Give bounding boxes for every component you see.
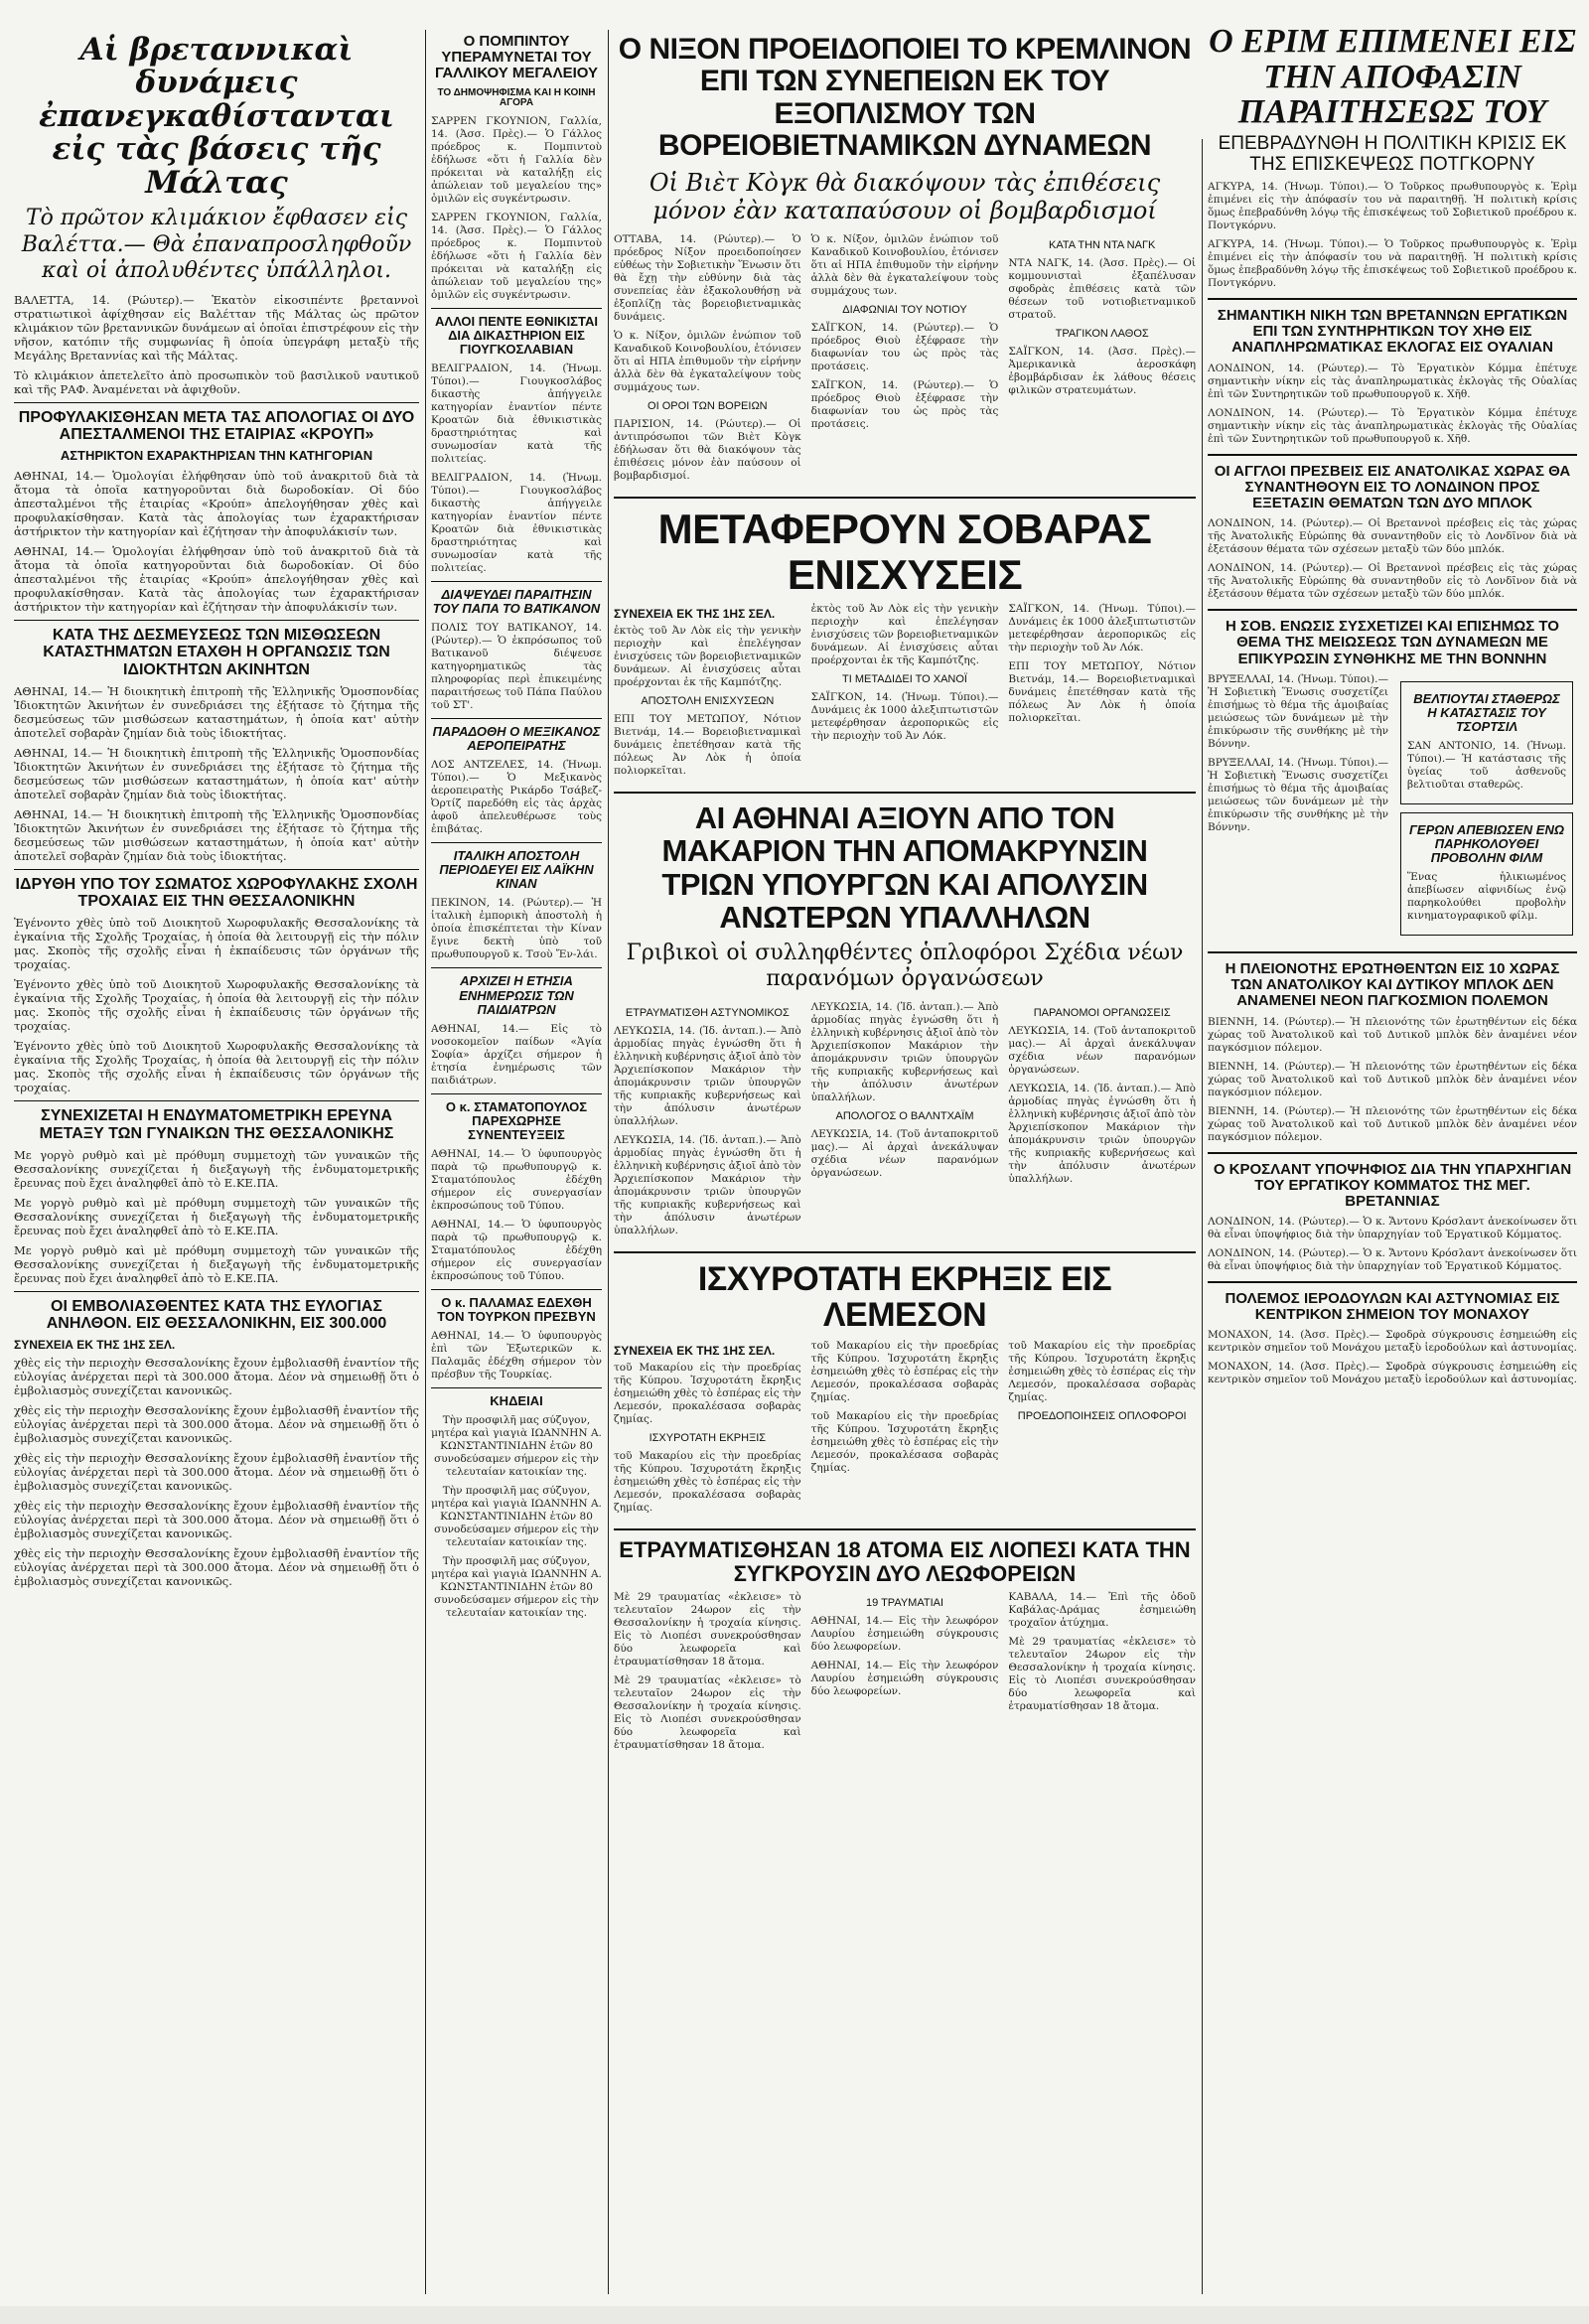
children-headline: ΑΡΧΙΖΕΙ Η ΕΤΗΣΙΑ ΕΝΗΜΕΡΩΣΙΣ ΤΩΝ ΠΑΙΔΙΑΤΡΩΝ [459, 973, 574, 1017]
makarios-body-cont: ΛΕΥΚΩΣΙΑ, 14. (Ἰδ. ἀνταπ.).— Ἀπὸ ἀρμοδίας πηγὰς ἐγνώσθη ὅτι ἡ ἑλληνικὴ κυβέρνησις ἀξιοῖ ἀπὸ τὸν Ἀρχιεπίσκοπον Μακάριον τὴν ἀπομάκρυνσιν τριῶν ὑπουργῶν τῆς κυπριακῆς κυβερνήσεως καὶ τὴν ἀπόλυσιν ἀνωτέρων ὑπαλλήλων. [614, 1133, 801, 1236]
krupp-body: ΑΘΗΝΑΙ, 14.— Ὁμολογίαι ἐλήφθησαν ὑπὸ τοῦ ἀνακριτοῦ διὰ τὰ ἄτομα τὰ ὁποῖα κατηγοροῦνται διὰ δωροδοκίαν. Οἱ δύο ἀπεσταλμένοι τῆς ἑταιρίας «Κρούπ» ἀπελογήθησαν χθὲς καὶ προφυλακίσθησαν. Κατὰ τὰς ἀπολογίας των ἐχαρακτήρισαν ἀστήρικτον τὴν κατηγορίαν καὶ ἐζήτησαν τὴν ἀποφυλάκισίν των. [14, 469, 419, 539]
divider [614, 497, 1196, 499]
nixon-columns [614, 233, 1196, 489]
limassol-col-c [1008, 1340, 1196, 1521]
vaccine-body: χθὲς εἰς τὴν περιοχὴν Θεσσαλονίκης ἔχουν ἐμβολιασθῆ ἐναντίον τῆς εὐλογίας ἀνέρχεται περὶ τὰ 300.000 ἄτομα. Δέον νὰ σημειωθῇ ὅτι ὁ ἐμβολιασμὸς συνεχίζεται κανονικῶς. [14, 1356, 419, 1398]
stamatopoulos-body: ΑΘΗΝΑΙ, 14.— Ὁ ὑφυπουργὸς παρὰ τῷ πρωθυπουργῷ κ. Σταματόπουλος ἐδέχθη σήμερον εἰς συνεργασίαν ἐκπροσώπους τοῦ Τύπου. [431, 1147, 602, 1212]
rent-headline: ΚΑΤΑ ΤΗΣ ΔΕΣΜΕΥΣΕΩΣ ΤΩΝ ΜΙΣΘΩΣΕΩΝ ΚΑΤΑΣΤΗΜΑΤΩΝ ΕΤΑΧΘΗ Η ΟΡΓΑΝΩΣΙΣ ΤΩΝ ΙΔΙΟΚΤΗΤΩΝ ΑΚΙΝΗΤΩΝ [43, 627, 390, 678]
reinforce-body-3: ΕΠΙ ΤΟΥ ΜΕΤΩΠΟΥ, Νότιον Βιετνάμ, 14.— Βορειοβιετναμικαὶ δυνάμεις ἐπετέθησαν κατὰ τῆς πόλεως Ἀν Λὸκ ἡ ὁποία πολιορκεῖται. [614, 712, 801, 777]
funerals-body: Τὴν προσφιλῆ μας σύζυγον, μητέρα καὶ γιαγιὰ ΙΩΑΝΝΗΝ Α. ΚΩΝΣΤΑΝΤΙΝΙΔΗΝ ἐτῶν 80 συνοδεύσαμεν σήμερον εἰς τὴν τελευταίαν κατοικίαν της. [431, 1413, 602, 1478]
ussr-body-cont: ΒΡΥΞΕΛΛΑΙ, 14. (Ἡνωμ. Τύποι).— Ἡ Σοβιετικὴ Ἕνωσις συσχετίζει ἐπισήμως τὸ θέμα τῆς ἀμοιβαίας μειώσεως τῶν δυνάμεων μὲ τὴν ἐπικύρωσιν τῆς συνθήκης μὲ τὴν Βόννην. [1208, 756, 1388, 833]
envoys-body: ΛΟΝΔΙΝΟΝ, 14. (Ρώυτερ).— Οἱ Βρεταννοὶ πρέσβεις εἰς τὰς χώρας τῆς Ἀνατολικῆς Εὐρώπης θὰ συναντηθοῦν εἰς τὸ Λονδῖνον διὰ νὰ ἐξετάσουν θέματα τῶν σχέσεων μεταξὺ τῶν δύο μπλόκ. [1208, 517, 1577, 556]
column-rule [608, 30, 609, 2294]
survey-body-cont: Με γοργὸ ρυθμὸ καὶ μὲ πρόθυμη συμμετοχὴ τῶν γυναικῶν τῆς Θεσσαλονίκης συνεχίζεται ἡ διεξαγωγὴ τῆς ἐνδυματομετρικῆς ἔρευνας ποὺ ἔχει ἀναληφθεῖ ἀπὸ τὸ Ε.ΚΕ.ΠΑ. [14, 1195, 419, 1237]
rent-body: ΑΘΗΝΑΙ, 14.— Ἡ διοικητικὴ ἐπιτροπὴ τῆς Ἑλληνικῆς Ὁμοσπονδίας Ἰδιοκτητῶν Ἀκινήτων ἐν συνεδριάσει της ἐξήτασε τὸ ζήτημα τῆς δεσμεύσεως τῶν μισθώσεων καταστημάτων, ἡ ὁποία κατ' αὐτὴν ἀποτελεῖ σοβαρὰν ζημίαν διὰ τοὺς ἰδιοκτήτας. [14, 683, 419, 740]
labour-body-cont: ΛΟΝΔΙΝΟΝ, 14. (Ρώυτερ).— Τὸ Ἐργατικὸν Κόμμα ἐπέτυχε σημαντικὴν νίκην εἰς τὰς ἀναπληρωματικὰς ἐκλογὰς τῆς Οὐαλίας ἐπὶ τῶν Συντηρητικῶν τοῦ πρωθυπουργοῦ κ. Χῆθ. [1208, 406, 1577, 445]
ussr-headline: Η ΣΟΒ. ΕΝΩΣΙΣ ΣΥΣΧΕΤΙΖΕΙ ΚΑΙ ΕΠΙΣΗΜΩΣ ΤΟ ΘΕΜΑ ΤΗΣ ΜΕΙΩΣΕΩΣ ΤΩΝ ΔΥΝΑΜΕΩΝ ΜΕ ΕΠΙΚΥΡΩΣΙΝ ΣΥΝΘΗΚΗΣ ΜΕ ΤΗΝ ΒΟΝΝΗΝ [1226, 618, 1559, 667]
ethnikistai-headline: ΑΛΛΟΙ ΠΕΝΤΕ ΕΘΝΙΚΙΣΤΑΙ ΔΙΑ ΔΙΚΑΣΤΗΡΙΟΝ ΕΙΣ ΓΙΟΥΓΚΟΣΛΑΒΙΑΝ [435, 314, 598, 358]
crash-col-c [1008, 1591, 1196, 1758]
column-2 [431, 30, 602, 1626]
reinforcements-headline: ΜΕΤΑΦΕΡΟΥΝ ΣΟΒΑΡΑΣ ΕΝΙΣΧΥΣΕΙΣ [657, 506, 1152, 598]
limassol-dek: ΣΥΝΕΧΕΙΑ ΕΚ ΤΗΣ 1ΗΣ ΣΕΛ. [614, 1343, 776, 1358]
italy-headline: ΙΤΑΛΙΚΗ ΑΠΟΣΤΟΛΗ ΠΕΡΙΟΔΕΥΕΙ ΕΙΣ ΛΑΪΚΗΝ ΚΙΝΑΝ [439, 848, 594, 892]
crosland-body: ΛΟΝΔΙΝΟΝ, 14. (Ρώυτερ).— Ὁ κ. Ἄντονυ Κρόσλαντ ἀνεκοίνωσεν ὅτι θὰ εἶναι ὑποψήφιος διὰ τὴν ὑπαρχηγίαν τοῦ Ἐργατικοῦ Κόμματος. [1208, 1216, 1577, 1241]
vaccine-body-cont: χθὲς εἰς τὴν περιοχὴν Θεσσαλονίκης ἔχουν ἐμβολιασθῆ ἐναντίον τῆς εὐλογίας ἀνέρχεται περὶ τὰ 300.000 ἄτομα. Δέον νὰ σημειωθῇ ὅτι ὁ ἐμβολιασμὸς συνεχίζεται κανονικῶς. [14, 1403, 419, 1446]
divider [431, 967, 602, 968]
limassol-label: ΙΣΧΥΡΟΤΑΤΗ ΕΚΡΗΞΙΣ [649, 1431, 767, 1444]
crash-col-b [811, 1591, 999, 1758]
makarios-body-cont-2: ΛΕΥΚΩΣΙΑ, 14. (Ἰδ. ἀνταπ.).— Ἀπὸ ἀρμοδίας πηγὰς ἐγνώσθη ὅτι ἡ ἑλληνικὴ κυβέρνησις ἀξιοῖ ἀπὸ τὸν Ἀρχιεπίσκοπον Μακάριον τὴν ἀπομάκρυνσιν τριῶν ὑπουργῶν τῆς κυπριακῆς κυβερνήσεως καὶ τὴν ἀπόλυσιν ἀνωτέρων ὑπαλλήλων. [810, 1000, 999, 1103]
makarios-label: ΑΠΟΛΟΓΟΣ Ο ΒΑΛΝΤΧΑΪΜ [835, 1109, 974, 1122]
labour-body: ΛΟΝΔΙΝΟΝ, 14. (Ρώυτερ).— Τὸ Ἐργατικὸν Κόμμα ἐπέτυχε σημαντικὴν νίκην εἰς τὰς ἀναπληρωματικὰς ἐκλογὰς τῆς Οὐαλίας ἐπὶ τῶν Συντηρητικῶν τοῦ πρωθυπουργοῦ κ. Χῆθ. [1208, 362, 1577, 400]
reinforce-body: ἐκτὸς τοῦ Ἀν Λὸκ εἰς τὴν γενικὴν περιοχὴν καὶ ἐπελέγησαν ἐνισχύσεις τῶν βορειοβιετναμικῶν δυνάμεων. Αἱ ἐνισχύσεις αὗται προέρχονται ἐκ τῆς Καμπότζης. [614, 624, 801, 688]
divider [614, 1251, 1196, 1253]
police-school-body-cont-2: Ἐγένοντο χθὲς ὑπὸ τοῦ Διοικητοῦ Χωροφυλακῆς Θεσσαλονίκης τὰ ἐγκαίνια τῆς Σχολῆς Τροχαίας, ἡ ὁποία θὰ λειτουργῇ εἰς τὴν πόλιν μας. Σκοπὸς τῆς σχολῆς εἶναι ἡ ἐκπαίδευσις τῶν ὀργάνων τῆς τροχαίας. [14, 1039, 419, 1095]
divider [14, 869, 419, 870]
elder-box [1400, 812, 1573, 936]
survey-body-cont-2: Με γοργὸ ρυθμὸ καὶ μὲ πρόθυμη συμμετοχὴ τῶν γυναικῶν τῆς Θεσσαλονίκης συνεχίζεται ἡ διεξαγωγὴ τῆς ἐνδυματομετρικῆς ἔρευνας ποὺ ἔχει ἀναληφθεῖ ἀπὸ τὸ Ε.ΚΕ.ΠΑ. [14, 1242, 419, 1285]
ussr-columns [1208, 673, 1577, 944]
divider [431, 581, 602, 582]
poll-body-cont: ΒΙΕΝΝΗ, 14. (Ρώυτερ).— Ἡ πλειονότης τῶν ἐρωτηθέντων εἰς δέκα χώρας τοῦ Ἀνατολικοῦ καὶ τοῦ Δυτικοῦ μπλὸκ δὲν ἀναμένει νέον παγκόσμιον πόλεμον. [1208, 1060, 1577, 1098]
envoys-headline: ΟΙ ΑΓΓΛΟΙ ΠΡΕΣΒΕΙΣ ΕΙΣ ΑΝΑΤΟΛΙΚΑΣ ΧΩΡΑΣ ΘΑ ΣΥΝΑΝΤΗΘΟΥΝ ΕΙΣ ΤΟ ΛΟΝΔΙΝΟΝ ΠΡΟΣ ΕΞΕΤΑΣΙΝ ΘΕΜΑΤΩΝ ΤΩΝ ΔΥΟ ΜΠΛΟΚ [1214, 462, 1571, 512]
malta-body-2: Τὸ κλιμάκιον ἀπετελεῖτο ἀπὸ προσωπικὸν τοῦ βασιλικοῦ ναυτικοῦ καὶ τῆς ΡΑΦ. Ἀναμένεται νὰ ἀφιχθοῦν. [14, 367, 419, 396]
divider [614, 792, 1196, 794]
monks-body-cont: ΜΟΝΑΧΟΝ, 14. (Ἀσσ. Πρὲς).— Σφοδρὰ σύγκρουσις ἐσημειώθη εἰς κεντρικὸν σημεῖον τοῦ Μονάχου μεταξὺ ἱεροδούλων καὶ ἀστυνομίας. [1208, 1361, 1577, 1386]
krupp-body-cont: ΑΘΗΝΑΙ, 14.— Ὁμολογίαι ἐλήφθησαν ὑπὸ τοῦ ἀνακριτοῦ διὰ τὰ ἄτομα τὰ ὁποῖα κατηγοροῦνται διὰ δωροδοκίαν. Οἱ δύο ἀπεσταλμένοι τῆς ἑταιρίας «Κρούπ» ἀπελογήθησαν χθὲς καὶ προφυλακίσθησαν. Κατὰ τὰς ἀπολογίας των ἐχαρακτήρισαν ἀστήρικτον τὴν κατηγορίαν καὶ ἐζήτησαν τὴν ἀποφυλάκισίν των. [14, 544, 419, 615]
page-footer-strip [0, 2306, 1589, 2324]
limassol-col-b [811, 1340, 999, 1521]
makarios-body-2: ΛΕΥΚΩΣΙΑ, 14. (Τοῦ ἀνταποκριτοῦ μας).— Αἱ ἀρχαὶ ἀνεκάλυψαν σχέδια νέων παρανόμων ὀργανώσεων. [810, 1127, 999, 1179]
vaccine-body-cont-2: χθὲς εἰς τὴν περιοχὴν Θεσσαλονίκης ἔχουν ἐμβολιασθῆ ἐναντίον τῆς εὐλογίας ἀνέρχεται περὶ τὰ 300.000 ἄτομα. Δέον νὰ σημειωθῇ ὅτι ὁ ἐμβολιασμὸς συνεχίζεται κανονικῶς. [14, 1451, 419, 1494]
limassol-body-cont-3: τοῦ Μακαρίου εἰς τὴν προεδρίας τῆς Κύπρου. Ἰσχυροτάτη ἔκρηξις ἐσημειώθη χθὲς τὸ ἑσπέρας εἰς τὴν Λεμεσόν, προκαλέσασα σοβαρὰς ζημίας. [810, 1409, 999, 1474]
erim-headline: Ο ΕΡΙΜ ΕΠΙΜΕΝΕΙ ΕΙΣ ΤΗΝ ΑΠΟΦΑΣΙΝ ΠΑΡΑΙΤΗΣΕΩΣ ΤΟΥ [1209, 24, 1576, 131]
vaccine-headline: ΟΙ ΕΜΒΟΛΙΑΣΘΕΝΤΕΣ ΚΑΤΑ ΤΗΣ ΕΥΛΟΓΙΑΣ ΑΝΗΛΘΟΝ. ΕΙΣ ΘΕΣΣΑΛΟΝΙΚΗΝ, ΕΙΣ 300.000 [46, 1297, 387, 1333]
nixon-col-b [811, 233, 999, 489]
nagk-label: ΚΑΤΑ ΤΗΝ ΝΤΑ ΝΑΓΚ [1049, 239, 1156, 252]
north-label: ΟΙ ΟΡΟΙ ΤΩΝ ΒΟΡΕΙΩΝ [648, 400, 768, 413]
makarios-col-b [811, 1001, 999, 1243]
pompidou-body: ΣΑΡΡΕΝ ΓΚΟΥΝΙΟΝ, Γαλλία, 14. (Ἀσσ. Πρὲς).— Ὁ Γάλλος πρόεδρος κ. Πομπιντοὺ ἐδήλωσε «ὅτι ἡ Γαλλία δὲν πρόκειται νὰ καταλήξῃ εἰς ἀπώλειαν τοῦ μεγαλείου της» ὁμιλῶν εἰς συγκέντρωσιν. [431, 115, 602, 206]
ussr-body: ΒΡΥΞΕΛΛΑΙ, 14. (Ἡνωμ. Τύποι).— Ἡ Σοβιετικὴ Ἕνωσις συσχετίζει ἐπισήμως τὸ θέμα τῆς ἀμοιβαίας μειώσεως τῶν δυνάμεων μὲ τὴν ἐπικύρωσιν τῆς συνθήκης μὲ τὴν Βόννην. [1208, 672, 1388, 750]
error-body: ΣΑΪΓΚΟΝ, 14. (Ἀσσ. Πρὲς).— Ἀμερικανικὰ ἀεροσκάφη ἐβομβάρδισαν ἐκ λάθους θέσεις φιλικῶν στρατευμάτων. [1008, 346, 1196, 397]
divider [1208, 609, 1577, 611]
palamas-headline: Ο κ. ΠΑΛΑΜΑΣ ΕΔΕΧΘΗ ΤΟΝ ΤΟΥΡΚΟΝ ΠΡΕΣΒΥΝ [437, 1294, 596, 1324]
divider [1208, 951, 1577, 953]
makarios-col-a [614, 1001, 801, 1243]
ethnikistai-body-cont: ΒΕΛΙΓΡΑΔΙΟΝ, 14. (Ἡνωμ. Τύποι).— Γιουγκοσλάβος δικαστὴς ἀπήγγειλε κατηγορίαν ἐναντίον πέντε Κροατῶν διὰ ἐθνικιστικὰς δραστηριότητας καὶ συνωμοσίαν κατὰ τῆς πολιτείας. [431, 472, 602, 575]
divider [431, 308, 602, 309]
nixon-headline: Ο ΝΙΞΟΝ ΠΡΟΕΙΔΟΠΟΙΕΙ ΤΟ ΚΡΕΜΛΙΝΟΝ ΕΠΙ ΤΩΝ ΣΥΝΕΠΕΙΩΝ ΕΚ ΤΟΥ ΕΞΟΠΛΙΣΜΟΥ ΤΩΝ ΒΟΡΕΙΟΒΙΕΤΝΑΜΙΚΩΝ ΔΥΝΑΜΕΩΝ [618, 33, 1192, 163]
ussr-col-b [1396, 673, 1577, 944]
survey-body: Με γοργὸ ρυθμὸ καὶ μὲ πρόθυμη συμμετοχὴ τῶν γυναικῶν τῆς Θεσσαλονίκης συνεχίζεται ἡ διεξαγωγὴ τῆς ἐνδυματομετρικῆς ἔρευνας ποὺ ἔχει ἀναληφθεῖ ἀπὸ τὸ Ε.ΚΕ.ΠΑ. [14, 1147, 419, 1190]
funerals-body-cont: Τὴν προσφιλῆ μας σύζυγον, μητέρα καὶ γιαγιὰ ΙΩΑΝΝΗΝ Α. ΚΩΝΣΤΑΝΤΙΝΙΔΗΝ ἐτῶν 80 συνοδεύσαμεν σήμερον εἰς τὴν τελευταίαν κατοικίαν της. [431, 1484, 602, 1548]
limassol-headline: ΙΣΧΥΡΟΤΑΤΗ ΕΚΡΗΞΙΣ ΕΙΣ ΛΕΜΕΣΟΝ [697, 1259, 1112, 1335]
divider [14, 402, 419, 403]
makarios-dek: ΕΤΡΑΥΜΑΤΙΣΘΗ ΑΣΤΥΝΟΜΙΚΟΣ [625, 1006, 790, 1019]
pompidou-body-cont: ΣΑΡΡΕΝ ΓΚΟΥΝΙΟΝ, Γαλλία, 14. (Ἀσσ. Πρὲς).— Ὁ Γάλλος πρόεδρος κ. Πομπιντοὺ ἐδήλωσε «ὅτι ἡ Γαλλία δὲν πρόκειται νὰ καταλήξῃ εἰς ἀπώλειαν τοῦ μεγαλείου της» ὁμιλῶν εἰς συγκέντρωσιν. [431, 212, 602, 302]
crash-body-3: ΚΑΒΑΛΑ, 14.— Ἐπὶ τῆς ὁδοῦ Καβάλας-Δράμας ἐσημειώθη τροχαῖον ἀτύχημα. [1008, 1591, 1196, 1630]
krupp-dek: ΑΣΤΗΡΙΚΤΟΝ ΕΧΑΡΑΚΤΗΡΙΣΑΝ ΤΗΝ ΚΑΤΗΓΟΡΙΑΝ [60, 448, 373, 464]
limassol-body: τοῦ Μακαρίου εἰς τὴν προεδρίας τῆς Κύπρου. Ἰσχυροτάτη ἔκρηξις ἐσημειώθη χθὲς τὸ ἑσπέρας εἰς τὴν Λεμεσόν, προκαλέσασα σοβαρὰς ζημίας. [614, 1361, 801, 1425]
vaccine-body-cont-4: χθὲς εἰς τὴν περιοχὴν Θεσσαλονίκης ἔχουν ἐμβολιασθῆ ἐναντίον τῆς εὐλογίας ἀνέρχεται περὶ τὰ 300.000 ἄτομα. Δέον νὰ σημειωθῇ ὅτι ὁ ἐμβολιασμὸς συνεχίζεται κανονικῶς. [14, 1546, 419, 1589]
makarios-label-2: ΠΑΡΑΝΟΜΟΙ ΟΡΓΑΝΩΣΕΙΣ [1033, 1006, 1171, 1019]
erim-body-cont: ΑΓΚΥΡΑ, 14. (Ἡνωμ. Τύποι).— Ὁ Τοῦρκος πρωθυπουργὸς κ. Ἐρὶμ ἐπιμένει εἰς τὴν ἀπόφασίν του νὰ παραιτηθῇ. Ἡ πολιτικὴ κρίσις ὅμως ἐπεβραδύνθη λόγῳ τῆς ἐπισκέψεως τοῦ Σοβιετικοῦ προέδρου κ. Ποντγκόρνυ. [1208, 238, 1577, 290]
vatican-headline: ΔΙΑΨΕΥΔΕΙ ΠΑΡΑΙΤΗΣΙΝ ΤΟΥ ΠΑΠΑ ΤΟ ΒΑΤΙΚΑΝΟΝ [432, 587, 601, 617]
vaccine-body-cont-3: χθὲς εἰς τὴν περιοχὴν Θεσσαλονίκης ἔχουν ἐμβολιασθῆ ἐναντίον τῆς εὐλογίας ἀνέρχεται περὶ τὰ 300.000 ἄτομα. Δέον νὰ σημειωθῇ ὅτι ὁ ἐμβολιασμὸς συνεχίζεται κανονικῶς. [14, 1499, 419, 1541]
police-school-headline: ΙΔΡΥΘΗ ΥΠΟ ΤΟΥ ΣΩΜΑΤΟΣ ΧΩΡΟΦΥΛΑΚΗΣ ΣΧΟΛΗ ΤΡΟΧΑΙΑΣ ΕΙΣ ΤΗΝ ΘΕΣΣΑΛΟΝΙΚΗΝ [15, 875, 418, 911]
north-body: ΠΑΡΙΣΙΟΝ, 14. (Ρώυτερ).— Οἱ ἀντιπρόσωποι τῶν Βιὲτ Κὸγκ ἐδήλωσαν ὅτι θὰ διακόψουν τὰς ἐπιθέσεις μόνον ἐὰν παύσουν οἱ βομβαρδισμοί. [614, 418, 801, 483]
divider [14, 1100, 419, 1101]
ethnikistai-body: ΒΕΛΙΓΡΑΔΙΟΝ, 14. (Ἡνωμ. Τύποι).— Γιουγκοσλάβος δικαστὴς ἀπήγγειλε κατηγορίαν ἐναντίον πέντε Κροατῶν διὰ ἐθνικιστικὰς δραστηριότητας καὶ συνωμοσίαν κατὰ τῆς πολιτείας. [431, 363, 602, 466]
mexico-headline: ΠΑΡΑΔΟΘΗ Ο ΜΕΞΙΚΑΝΟΣ ΑΕΡΟΠΕΙΡΑΤΗΣ [432, 724, 601, 754]
divider [1208, 1281, 1577, 1283]
labour-headline: ΣΗΜΑΝΤΙΚΗ ΝΙΚΗ ΤΩΝ ΒΡΕΤΑΝΝΩΝ ΕΡΓΑΤΙΚΩΝ ΕΠΙ ΤΩΝ ΣΥΝΤΗΡΗΤΙΚΩΝ ΤΟΥ ΧΗΘ ΕΙΣ ΑΝΑΠΛΗΡΩΜΑΤΙΚΑΣ ΕΚΛΟΓΑΣ ΕΙΣ ΟΥΑΛΙΑΝ [1217, 307, 1568, 357]
makarios-columns [614, 1001, 1196, 1243]
rent-body-cont: ΑΘΗΝΑΙ, 14.— Ἡ διοικητικὴ ἐπιτροπὴ τῆς Ἑλληνικῆς Ὁμοσπονδίας Ἰδιοκτητῶν Ἀκινήτων ἐν συνεδριάσει της ἐξήτασε τὸ ζήτημα τῆς δεσμεύσεως τῶν μισθώσεων καταστημάτων, ἡ ὁποία κατ' αὐτὴν ἀποτελεῖ σοβαρὰν ζημίαν διὰ τοὺς ἰδιοκτήτας. [14, 745, 419, 801]
column-3 [614, 30, 1196, 1758]
nixon-col-a [614, 233, 801, 489]
crash-body-2: ΑΘΗΝΑΙ, 14.— Εἰς τὴν λεωφόρον Λαυρίου ἐσημειώθη σύγκρουσις δύο λεωφορείων. [810, 1615, 999, 1654]
funerals-title: ΚΗΔΕΙΑΙ [490, 1392, 543, 1408]
texas-box [1400, 681, 1573, 804]
poll-body-cont-2: ΒΙΕΝΝΗ, 14. (Ρώυτερ).— Ἡ πλειονότης τῶν ἐρωτηθέντων εἰς δέκα χώρας τοῦ Ἀνατολικοῦ καὶ τοῦ Δυτικοῦ μπλὸκ δὲν ἀναμένει νέον παγκόσμιον πόλεμον. [1208, 1104, 1577, 1143]
crash-body-cont-2: Μὲ 29 τραυματίας «ἐκλεισε» τὸ τελευταῖον 24ωρον εἰς τὴν Θεσσαλονίκην ἡ τροχαία κίνησις. Εἰς τὸ Λιοπέσι συνεκρούσθησαν δύο λεωφορεῖα καὶ ἐτραυματίσθησαν 18 ἄτομα. [1008, 1636, 1196, 1713]
nixon-body-cont: Ὁ κ. Νίξον, ὁμιλῶν ἐνώπιον τοῦ Καναδικοῦ Κοινοβουλίου, ἐτόνισεν ὅτι αἱ ΗΠΑ ἐπιθυμοῦν τὴν εἰρήνην ἀλλὰ δὲν θὰ ἐγκαταλείψουν τοὺς συμμάχους των. [810, 233, 999, 298]
poll-body: ΒΙΕΝΝΗ, 14. (Ρώυτερ).— Ἡ πλειονότης τῶν ἐρωτηθέντων εἰς δέκα χώρας τοῦ Ἀνατολικοῦ καὶ τοῦ Δυτικοῦ μπλὸκ δὲν ἀναμένει νέον παγκόσμιον πόλεμον. [1208, 1015, 1577, 1054]
pompidou-headline: Ο ΠΟΜΠΙΝΤΟΥ ΥΠΕΡΑΜΥΝΕΤΑΙ ΤΟΥ ΓΑΛΛΙΚΟΥ ΜΕΓΑΛΕΙΟΥ [434, 33, 599, 82]
crash-headline: ΕΤΡΑΥΜΑΤΙΣΘΗΣΑΝ 18 ΑΤΟΜΑ ΕΙΣ ΛΙΟΠΕΣΙ ΚΑΤΑ ΤΗΝ ΣΥΓΚΡΟΥΣΙΝ ΔΥΟ ΛΕΩΦΟΡΕΙΩΝ [619, 1536, 1191, 1586]
reinforce-label-2: ΑΠΟΣΤΟΛΗ ΕΝΙΣΧΥΣΕΩΝ [641, 694, 775, 707]
police-school-body: Ἐγένοντο χθὲς ὑπὸ τοῦ Διοικητοῦ Χωροφυλακῆς Θεσσαλονίκης τὰ ἐγκαίνια τῆς Σχολῆς Τροχαίας, ἡ ὁποία θὰ λειτουργῇ εἰς τὴν πόλιν μας. Σκοπὸς τῆς σχολῆς εἶναι ἡ ἐκπαίδευσις τῶν ὀργάνων τῆς τροχαίας. [14, 916, 419, 972]
funerals-body-cont-2: Τὴν προσφιλῆ μας σύζυγον, μητέρα καὶ γιαγιὰ ΙΩΑΝΝΗΝ Α. ΚΩΝΣΤΑΝΤΙΝΙΔΗΝ ἐτῶν 80 συνοδεύσαμεν σήμερον εἰς τὴν τελευταίαν κατοικίαν της. [431, 1554, 602, 1619]
column-1 [14, 30, 419, 1594]
diafonia-label: ΔΙΑΦΩΝΙΑΙ ΤΟΥ ΝΟΤΙΟΥ [842, 304, 967, 317]
divider [431, 1387, 602, 1388]
texas-headline: ΒΕΛΤΙΟΥΤΑΙ ΣΤΑΘΕΡΩΣ Η ΚΑΤΑΣΤΑΣΙΣ ΤΟΥ ΤΣΟΡΤΣΙΛ [1413, 690, 1560, 734]
limassol-body-cont: τοῦ Μακαρίου εἰς τὴν προεδρίας τῆς Κύπρου. Ἰσχυροτάτη ἔκρηξις ἐσημειώθη χθὲς τὸ ἑσπέρας εἰς τὴν Λεμεσόν, προκαλέσασα σοβαρὰς ζημίας. [614, 1449, 801, 1514]
reinforce-col-b [811, 603, 999, 784]
column-rule [1202, 139, 1203, 2294]
elder-headline: ΓΕΡΩΝ ΑΠΕΒΙΩΣΕΝ ΕΝΩ ΠΑΡΗΚΟΛΟΥΘΕΙ ΠΡΟΒΟΛΗΝ ΦΙΛΜ [1408, 821, 1565, 865]
reinforce-dek: ΣΥΝΕΧΕΙΑ ΕΚ ΤΗΣ 1ΗΣ ΣΕΛ. [614, 606, 776, 621]
reinforce-label: ΤΙ ΜΕΤΑΔΙΔΕΙ ΤΟ ΧΑΝΟΪ [842, 672, 967, 685]
reinforce-body-2-cont: ΣΑΪΓΚΟΝ, 14. (Ἡνωμ. Τύποι).— Δυνάμεις ἐκ 1000 ἀλεξιπτωτιστῶν μετεφέρθησαν ἀεροπορικῶς εἰς τὴν περιοχὴν τοῦ Ἀν Λόκ. [1008, 602, 1196, 654]
vaccine-dek: ΣΥΝΕΧΕΙΑ ΕΚ ΤΗΣ 1ΗΣ ΣΕΛ. [14, 1338, 176, 1353]
krupp-headline: ΠΡΟΦΥΛΑΚΙΣΘΗΣΑΝ ΜΕΤΑ ΤΑΣ ΑΠΟΛΟΓΙΑΣ ΟΙ ΔΥΟ ΑΠΕΣΤΑΛΜΕΝΟΙ ΤΗΣ ΕΤΑΙΡΙΑΣ «ΚΡΟΥΠ» [18, 408, 415, 443]
divider [14, 1291, 419, 1292]
divider [431, 718, 602, 719]
nixon-col-c [1008, 233, 1196, 489]
error-label: ΤΡΑΓΙΚΟΝ ΛΑΘΟΣ [1055, 328, 1149, 341]
reinforce-body-3-cont: ΕΠΙ ΤΟΥ ΜΕΤΩΠΟΥ, Νότιον Βιετνάμ, 14.— Βορειοβιετναμικαὶ δυνάμεις ἐπετέθησαν κατὰ τῆς πόλεως Ἀν Λὸκ ἡ ὁποία πολιορκεῖται. [1008, 659, 1196, 724]
poll-headline: Η ΠΛΕΙΟΝΟΤΗΣ ΕΡΩΤΗΘΕΝΤΩΝ ΕΙΣ 10 ΧΩΡΑΣ ΤΩΝ ΑΝΑΤΟΛΙΚΟΥ ΚΑΙ ΔΥΤΙΚΟΥ ΜΠΛΟΚ ΔΕΝ ΑΝΑΜΕΝΕΙ ΝΕΟΝ ΠΑΓΚΟΣΜΙΟΝ ΠΟΛΕΜΟΝ [1225, 959, 1560, 1010]
malta-headline: Αἱ βρεταννικαὶ δυνάμεις ἐπανεγκαθίστανται εἰς τὰς βάσεις τῆς Μάλτας [39, 32, 394, 201]
divider [1208, 1152, 1577, 1154]
elder-body: Ἕνας ἡλικιωμένος ἀπεβίωσεν αἰφνιδίως ἐνῷ παρηκολούθει προβολὴν κινηματογραφικοῦ φίλμ. [1407, 870, 1566, 922]
stamatopoulos-headline: Ο κ. ΣΤΑΜΑΤΟΠΟΥΛΟΣ ΠΑΡΕΧΩΡΗΣΕ ΣΥΝΕΝΤΕΥΞΕΙΣ [445, 1098, 588, 1142]
monks-body: ΜΟΝΑΧΟΝ, 14. (Ἀσσ. Πρὲς).— Σφοδρὰ σύγκρουσις ἐσημειώθη εἰς κεντρικὸν σημεῖον τοῦ Μονάχου μεταξὺ ἱεροδούλων καὶ ἀστυνομίας. [1208, 1329, 1577, 1355]
nixon-subheadline: Οἱ Βιὲτ Κὸγκ θὰ διακόψουν τὰς ἐπιθέσεις μόνον ἐὰν καταπαύσουν οἱ βομβαρδισμοί [649, 168, 1161, 225]
survey-headline: ΣΥΝΕΧΙΖΕΤΑΙ Η ΕΝΔΥΜΑΤΟΜΕΤΡΙΚΗ ΕΡΕΥΝΑ ΜΕΤΑΞΥ ΤΩΝ ΓΥΝΑΙΚΩΝ ΤΗΣ ΘΕΣΣΑΛΟΝΙΚΗΣ [39, 1107, 394, 1142]
reinforce-body-2: ΣΑΪΓΚΟΝ, 14. (Ἡνωμ. Τύποι).— Δυνάμεις ἐκ 1000 ἀλεξιπτωτιστῶν μετεφέρθησαν ἀεροπορικῶς εἰς τὴν περιοχὴν τοῦ Ἀν Λόκ. [810, 690, 999, 742]
crosland-body-cont: ΛΟΝΔΙΝΟΝ, 14. (Ρώυτερ).— Ὁ κ. Ἄντονυ Κρόσλαντ ἀνεκοίνωσεν ὅτι θὰ εἶναι ὑποψήφιος διὰ τὴν ὑπαρχηγίαν τοῦ Ἐργατικοῦ Κόμματος. [1208, 1247, 1577, 1273]
crosland-headline: Ο ΚΡΟΣΛΑΝΤ ΥΠΟΨΗΦΙΟΣ ΔΙΑ ΤΗΝ ΥΠΑΡΧΗΓΙΑΝ ΤΟΥ ΕΡΓΑΤΙΚΟΥ ΚΟΜΜΑΤΟΣ ΤΗΣ ΜΕΓ. ΒΡΕΤΑΝΝΙΑΣ [1213, 1160, 1572, 1210]
makarios-col-c [1008, 1001, 1196, 1243]
crash-body: Μὲ 29 τραυματίας «ἐκλεισε» τὸ τελευταῖον 24ωρον εἰς τὴν Θεσσαλονίκην ἡ τροχαία κίνησις. Εἰς τὸ Λιοπέσι συνεκρούσθησαν δύο λεωφορεῖα καὶ ἐτραυματίσθησαν 18 ἄτομα. [614, 1591, 801, 1669]
divider [1208, 298, 1577, 300]
nixon-body: ΟΤΤΑΒΑ, 14. (Ρώυτερ).— Ὁ πρόεδρος Νίξον προειδοποίησεν εὐθέως τὴν Σοβιετικὴν Ἕνωσιν ὅτι θὰ ἔχῃ τὴν εὐθύνην διὰ τὰς συνεπείας ἐὰν ἐξακολουθήσῃ νὰ ἐξοπλίζῃ τὰς βορειοβιετναμικὰς δυνάμεις. [614, 233, 801, 324]
divider [431, 842, 602, 843]
column-rule [425, 30, 426, 2294]
divider [14, 620, 419, 621]
reinforce-col-a [614, 603, 801, 784]
reinforce-body-cont: ἐκτὸς τοῦ Ἀν Λὸκ εἰς τὴν γενικὴν περιοχὴν καὶ ἐπελέγησαν ἐνισχύσεις τῶν βορειοβιετναμικῶν δυνάμεων. Αἱ ἐνισχύσεις αὗται προέρχονται ἐκ τῆς Καμπότζης. [810, 602, 999, 666]
crash-label: 19 ΤΡΑΥΜΑΤΙΑΙ [865, 1597, 944, 1610]
monks-headline: ΠΟΛΕΜΟΣ ΙΕΡΟΔΟΥΛΩΝ ΚΑΙ ΑΣΤΥΝΟΜΙΑΣ ΕΙΣ ΚΕΝΤΡΙΚΟΝ ΣΗΜΕΙΟΝ ΤΟΥ ΜΟΝΑΧΟΥ [1225, 1290, 1560, 1324]
mexico-body: ΛΟΣ ΑΝΤΖΕΛΕΣ, 14. (Ἡνωμ. Τύποι).— Ὁ Μεξικανὸς ἀεροπειρατὴς Ρικάρδο Τσάβεζ-Ὀρτίζ παρεδόθη εἰς τὰς ἀρχὰς ἀφοῦ ἀπελευθέρωσε τοὺς ἐπιβάτας. [431, 759, 602, 836]
malta-body: ΒΑΛΕΤΤΑ, 14. (Ρώυτερ).— Ἑκατὸν εἰκοσιπέντε βρεταννοὶ στρατιωτικοὶ ἀφίχθησαν εἰς Βαλέτταν τῆς Μάλτας ὡς πρῶτον κλιμάκιον τῶν βρεταννικῶν δυνάμεων αἱ ὁποῖαι ἐπιστρέφουν εἰς τὴν νῆσον, κατόπιν τῆς συμφωνίας ἣ ὁποία ὑπεγράφη μεταξὺ τῆς Μεγάλης Βρεταννίας καὶ τῆς Μάλτας. [14, 292, 419, 363]
limassol-label-2: ΠΡΟΕΔΟΠΟΙΗΣΕΙΣ ΟΠΛΟΦΟΡΟΙ [1017, 1409, 1187, 1422]
nagk-body: ΝΤΑ ΝΑΓΚ, 14. (Ἀσσ. Πρὲς).— Οἱ κομμουνισταὶ ἐξαπέλυσαν σφοδρὰς ἐπιθέσεις κατὰ τῶν θέσεων τοῦ νοτιοβιετναμικοῦ στρατοῦ. [1008, 257, 1196, 322]
nixon-body-2: Ὁ κ. Νίξον, ὁμιλῶν ἐνώπιον τοῦ Καναδικοῦ Κοινοβουλίου, ἐτόνισεν ὅτι αἱ ΗΠΑ ἐπιθυμοῦν τὴν εἰρήνην ἀλλὰ δὲν θὰ ἐγκαταλείψουν τοὺς συμμάχους των. [614, 330, 801, 394]
makarios-headline: ΑΙ ΑΘΗΝΑΙ ΑΞΙΟΥΝ ΑΠΟ ΤΟΝ ΜΑΚΑΡΙΟΝ ΤΗΝ ΑΠΟΜΑΚΡΥΝΣΙΝ ΤΡΙΩΝ ΥΠΟΥΡΓΩΝ ΚΑΙ ΑΠΟΛΥΣΙΝ ΑΝΩΤΕΡΩΝ ΥΠΑΛΛΗΛΩΝ [661, 799, 1148, 936]
makarios-body-2-cont: ΛΕΥΚΩΣΙΑ, 14. (Τοῦ ἀνταποκριτοῦ μας).— Αἱ ἀρχαὶ ἀνεκάλυψαν σχέδια νέων παρανόμων ὀργανώσεων. [1008, 1024, 1196, 1076]
reinforce-columns [614, 603, 1196, 784]
envoys-body-cont: ΛΟΝΔΙΝΟΝ, 14. (Ρώυτερ).— Οἱ Βρεταννοὶ πρέσβεις εἰς τὰς χώρας τῆς Ἀνατολικῆς Εὐρώπης θὰ συναντηθοῦν εἰς τὸ Λονδῖνον διὰ νὰ ἐξετάσουν θέματα τῶν σχέσεων μεταξὺ τῶν δύο μπλόκ. [1208, 562, 1577, 601]
erim-body: ΑΓΚΥΡΑ, 14. (Ἡνωμ. Τύποι).— Ὁ Τοῦρκος πρωθυπουργὸς κ. Ἐρὶμ ἐπιμένει εἰς τὴν ἀπόφασίν του νὰ παραιτηθῇ. Ἡ πολιτικὴ κρίσις ὅμως ἐπεβραδύνθη λόγῳ τῆς ἐπισκέψεως τοῦ Σοβιετικοῦ προέδρου κ. Ποντγκόρνυ. [1208, 181, 1577, 232]
makarios-body-cont-3: ΛΕΥΚΩΣΙΑ, 14. (Ἰδ. ἀνταπ.).— Ἀπὸ ἀρμοδίας πηγὰς ἐγνώσθη ὅτι ἡ ἑλληνικὴ κυβέρνησις ἀξιοῖ ἀπὸ τὸν Ἀρχιεπίσκοπον Μακάριον τὴν ἀπομάκρυνσιν τριῶν ὑπουργῶν τῆς κυπριακῆς κυβερνήσεως καὶ τὴν ἀπόλυσιν ἀνωτέρων ὑπαλλήλων. [1008, 1082, 1196, 1185]
limassol-col-a [614, 1340, 801, 1521]
makarios-subheadline: Γριβικοὶ οἱ συλληφθέντες ὁπλοφόροι Σχέδια νέων παρανόμων ὀργανώσεων [626, 940, 1184, 992]
reinforce-col-c [1008, 603, 1196, 784]
texas-body: ΣΑΝ ΑΝΤΟΝΙΟ, 14. (Ἡνωμ. Τύποι).— Ἡ κατάστασις τῆς ὑγείας τοῦ ἀσθενοῦς βελτιοῦται σταθερῶς. [1407, 739, 1566, 791]
crash-col-a [614, 1591, 801, 1758]
crash-columns [614, 1591, 1196, 1758]
crash-body-cont: Μὲ 29 τραυματίας «ἐκλεισε» τὸ τελευταῖον 24ωρον εἰς τὴν Θεσσαλονίκην ἡ τροχαία κίνησις. Εἰς τὸ Λιοπέσι συνεκρούσθησαν δύο λεωφορεῖα καὶ ἐτραυματίσθησαν 18 ἄτομα. [614, 1674, 801, 1752]
italy-body: ΠΕΚΙΝΟΝ, 14. (Ρώυτερ).— Ἡ ἰταλικὴ ἐμπορικὴ ἀποστολὴ ἡ ὁποία ἐπισκέπτεται τὴν Κίναν ἔγινε δεκτὴ ὑπὸ τοῦ πρωθυπουργοῦ κ. Τσοὺ Ἔν-λάι. [431, 897, 602, 961]
erim-subheadline: ΕΠΕΒΡΑΔΥΝΘΗ Η ΠΟΛΙΤΙΚΗ ΚΡΙΣΙΣ ΕΚ ΤΗΣ ΕΠΙΣΚΕΨΕΩΣ ΠΟΤΓΚΟΡΝΥ [1218, 133, 1567, 175]
divider [431, 1289, 602, 1290]
limassol-body-cont-4: τοῦ Μακαρίου εἰς τὴν προεδρίας τῆς Κύπρου. Ἰσχυροτάτη ἔκρηξις ἐσημειώθη χθὲς τὸ ἑσπέρας εἰς τὴν Λεμεσόν, προκαλέσασα σοβαρὰς ζημίας. [1008, 1339, 1196, 1403]
divider [614, 1528, 1196, 1530]
stamatopoulos-body-cont: ΑΘΗΝΑΙ, 14.— Ὁ ὑφυπουργὸς παρὰ τῷ πρωθυπουργῷ κ. Σταματόπουλος ἐδέχθη σήμερον εἰς συνεργασίαν ἐκπροσώπους τοῦ Τύπου. [431, 1218, 602, 1282]
makarios-body: ΛΕΥΚΩΣΙΑ, 14. (Ἰδ. ἀνταπ.).— Ἀπὸ ἀρμοδίας πηγὰς ἐγνώσθη ὅτι ἡ ἑλληνικὴ κυβέρνησις ἀξιοῖ ἀπὸ τὸν Ἀρχιεπίσκοπον Μακάριον τὴν ἀπομάκρυνσιν τριῶν ὑπουργῶν τῆς κυπριακῆς κυβερνήσεως καὶ τὴν ἀπόλυσιν ἀνωτέρων ὑπαλλήλων. [614, 1024, 801, 1127]
police-school-body-cont: Ἐγένοντο χθὲς ὑπὸ τοῦ Διοικητοῦ Χωροφυλακῆς Θεσσαλονίκης τὰ ἐγκαίνια τῆς Σχολῆς Τροχαίας, ἡ ὁποία θὰ λειτουργῇ εἰς τὴν πόλιν μας. Σκοπὸς τῆς σχολῆς εἶναι ἡ ἐκπαίδευσις τῶν ὀργάνων τῆς τροχαίας. [14, 977, 419, 1034]
limassol-columns [614, 1340, 1196, 1521]
rent-body-cont-2: ΑΘΗΝΑΙ, 14.— Ἡ διοικητικὴ ἐπιτροπὴ τῆς Ἑλληνικῆς Ὁμοσπονδίας Ἰδιοκτητῶν Ἀκινήτων ἐν συνεδριάσει της ἐξήτασε τὸ ζήτημα τῆς δεσμεύσεως τῶν μισθώσεων καταστημάτων, ἡ ὁποία κατ' αὐτὴν ἀποτελεῖ σοβαρὰν ζημίαν διὰ τοὺς ἰδιοκτήτας. [14, 806, 419, 863]
divider [1208, 454, 1577, 456]
children-body: ΑΘΗΝΑΙ, 14.— Εἰς τὸ νοσοκομεῖον παίδων «Ἁγία Σοφία» ἀρχίζει σήμερον ἡ ἐτησία ἐνημέρωσις τῶν παιδιάτρων. [431, 1022, 602, 1087]
divider [431, 1093, 602, 1094]
vatican-body: ΠΟΛΙΣ ΤΟΥ ΒΑΤΙΚΑΝΟΥ, 14. (Ρώυτερ).— Ὁ ἐκπρόσωπος τοῦ Βατικανοῦ διέψευσε κατηγορηματικῶς τὰς πληροφορίας περὶ ἐπικειμένης παραιτήσεως τοῦ Πάπα Παύλου τοῦ ΣΤ'. [431, 622, 602, 712]
diafonia-body-cont: ΣΑΪΓΚΟΝ, 14. (Ρώυτερ).— Ὁ πρόεδρος Θιοὺ ἐξέφρασε τὴν διαφωνίαν του ὡς πρὸς τὰς προτάσεις. [810, 379, 999, 431]
limassol-body-cont-2: τοῦ Μακαρίου εἰς τὴν προεδρίας τῆς Κύπρου. Ἰσχυροτάτη ἔκρηξις ἐσημειώθη χθὲς τὸ ἑσπέρας εἰς τὴν Λεμεσόν, προκαλέσασα σοβαρὰς ζημίας. [810, 1339, 999, 1403]
malta-subheadline: Τὸ πρῶτον κλιμάκιον ἔφθασεν εἰς Βαλέττα.— Θὰ ἐπαναπροσληφθοῦν καὶ οἱ ἀπολυθέντες ὑπάλληλοι. [21, 206, 412, 284]
column-4 [1208, 24, 1577, 1392]
crash-body-2-cont: ΑΘΗΝΑΙ, 14.— Εἰς τὴν λεωφόρον Λαυρίου ἐσημειώθη σύγκρουσις δύο λεωφορείων. [810, 1660, 999, 1698]
palamas-body: ΑΘΗΝΑΙ, 14.— Ὁ ὑφυπουργὸς ἐπὶ τῶν Ἐξωτερικῶν κ. Παλαμᾶς ἐδέχθη σήμερον τὸν πρέσβυν τῆς Τουρκίας. [431, 1329, 602, 1380]
diafonia-body: ΣΑΪΓΚΟΝ, 14. (Ρώυτερ).— Ὁ πρόεδρος Θιοὺ ἐξέφρασε τὴν διαφωνίαν του ὡς πρὸς τὰς προτάσεις. [810, 322, 999, 373]
ussr-col-a [1208, 673, 1388, 944]
pompidou-dek: ΤΟ ΔΗΜΟΨΗΦΙΣΜΑ ΚΑΙ Η ΚΟΙΝΗ ΑΓΟΡΑ [437, 86, 596, 109]
